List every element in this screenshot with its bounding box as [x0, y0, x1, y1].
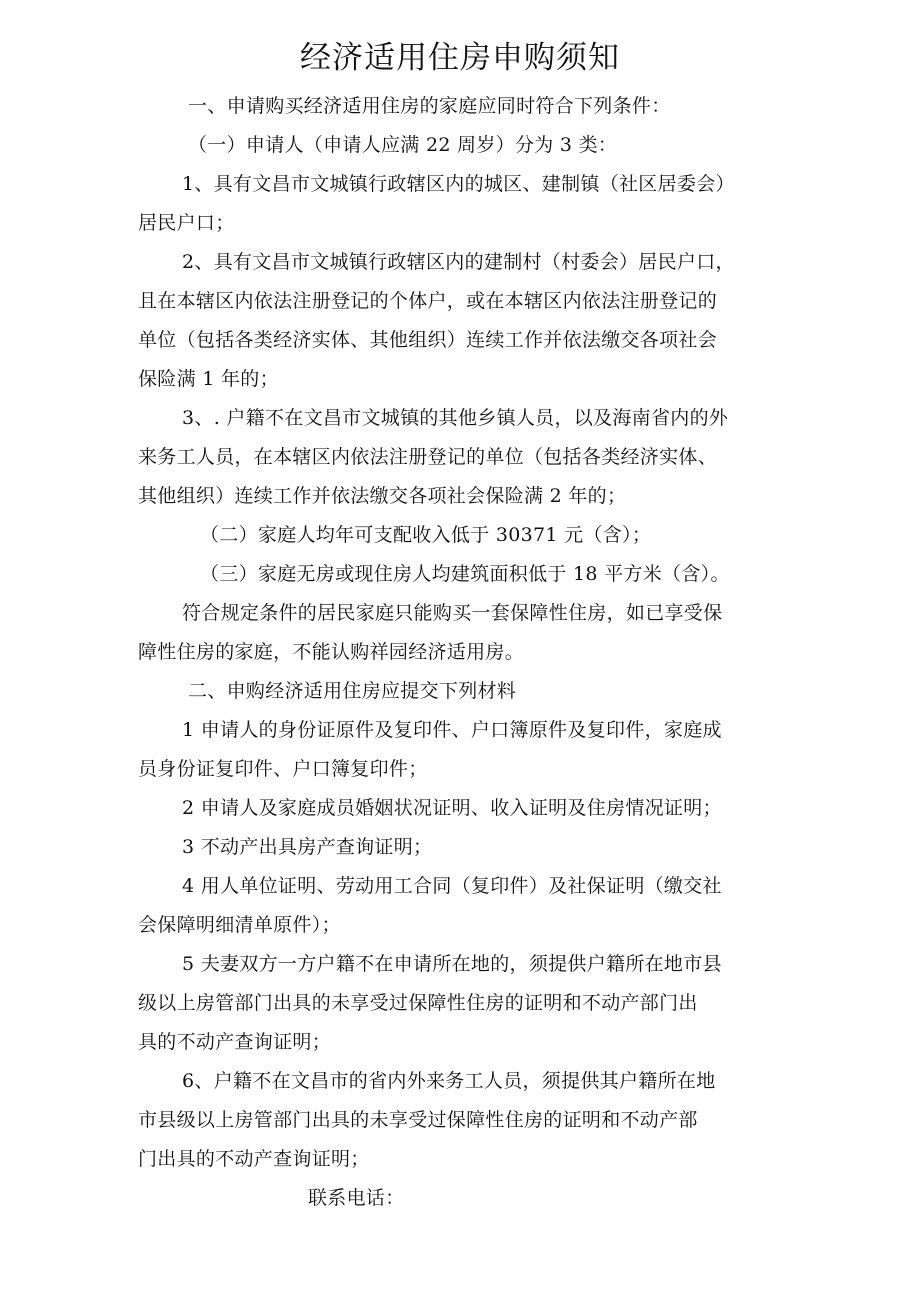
subsection-income: （二）家庭人均年可支配收入低于 30371 元（含）；	[200, 524, 652, 546]
paragraph-line: 保险满 1 年的；	[138, 368, 279, 390]
contact-phone-label: 联系电话：	[308, 1187, 405, 1209]
paragraph-line: 居民户口；	[138, 212, 235, 234]
paragraph-line: 5 夫妻双方一方户籍不在申请所在地的，须提供户籍所在地市县	[182, 953, 722, 975]
paragraph-line: 1、具有文昌市文城镇行政辖区内的城区、建制镇（社区居委会）	[182, 173, 735, 195]
paragraph-line: 4 用人单位证明、劳动用工合同（复印件）及社保证明（缴交社	[182, 875, 722, 897]
paragraph-line: 6、户籍不在文昌市的省内外来务工人员，须提供其户籍所在地	[182, 1070, 716, 1092]
subsection-heading-applicant: （一）申请人（申请人应满 22 周岁）分为 3 类：	[188, 134, 618, 156]
paragraph-line: 来务工人员，在本辖区内依法注册登记的单位（包括各类经济实体、	[138, 446, 718, 468]
section-heading-conditions: 一、申请购买经济适用住房的家庭应同时符合下列条件：	[188, 95, 671, 117]
paragraph-line: 会保障明细清单原件）；	[138, 914, 341, 936]
paragraph-line: 且在本辖区内依法注册登记的个体户，或在本辖区内依法注册登记的	[138, 290, 718, 312]
paragraph-line: 单位（包括各类经济实体、其他组织）连续工作并依法缴交各项社会	[138, 329, 718, 351]
paragraph-line: 其他组织）连续工作并依法缴交各项社会保险满 2 年的；	[138, 485, 627, 507]
paragraph-line: 具的不动产查询证明；	[138, 1031, 332, 1053]
paragraph-line: 障性住房的家庭，不能认购祥园经济适用房。	[138, 641, 525, 663]
paragraph-line: 1 申请人的身份证原件及复印件、户口簿原件及复印件，家庭成	[182, 719, 722, 741]
paragraph-line: 2 申请人及家庭成员婚姻状况证明、收入证明及住房情况证明；	[182, 797, 722, 819]
paragraph-line: 级以上房管部门出具的未享受过保障性住房的证明和不动产部门出	[138, 992, 698, 1014]
paragraph-line: 员身份证复印件、户口簿复印件；	[138, 758, 428, 780]
subsection-housing-area: （三）家庭无房或现住房人均建筑面积低于 18 平方米（含）。	[200, 563, 730, 585]
document-title: 经济适用住房申购须知	[300, 40, 620, 76]
section-heading-materials: 二、申购经济适用住房应提交下列材料	[188, 680, 517, 702]
paragraph-line: 3、. 户籍不在文昌市文城镇的其他乡镇人员，以及海南省内的外	[182, 407, 729, 429]
paragraph-line: 市县级以上房管部门出具的未享受过保障性住房的证明和不动产部	[138, 1109, 698, 1131]
paragraph-line: 门出具的不动产查询证明；	[138, 1148, 370, 1170]
document-body	[138, 87, 798, 1218]
paragraph-line: 符合规定条件的居民家庭只能购买一套保障性住房，如已享受保	[182, 602, 723, 624]
paragraph-line: 3 不动产出具房产查询证明；	[182, 836, 433, 858]
paragraph-line: 2、具有文昌市文城镇行政辖区内的建制村（村委会）居民户口，	[182, 251, 735, 273]
